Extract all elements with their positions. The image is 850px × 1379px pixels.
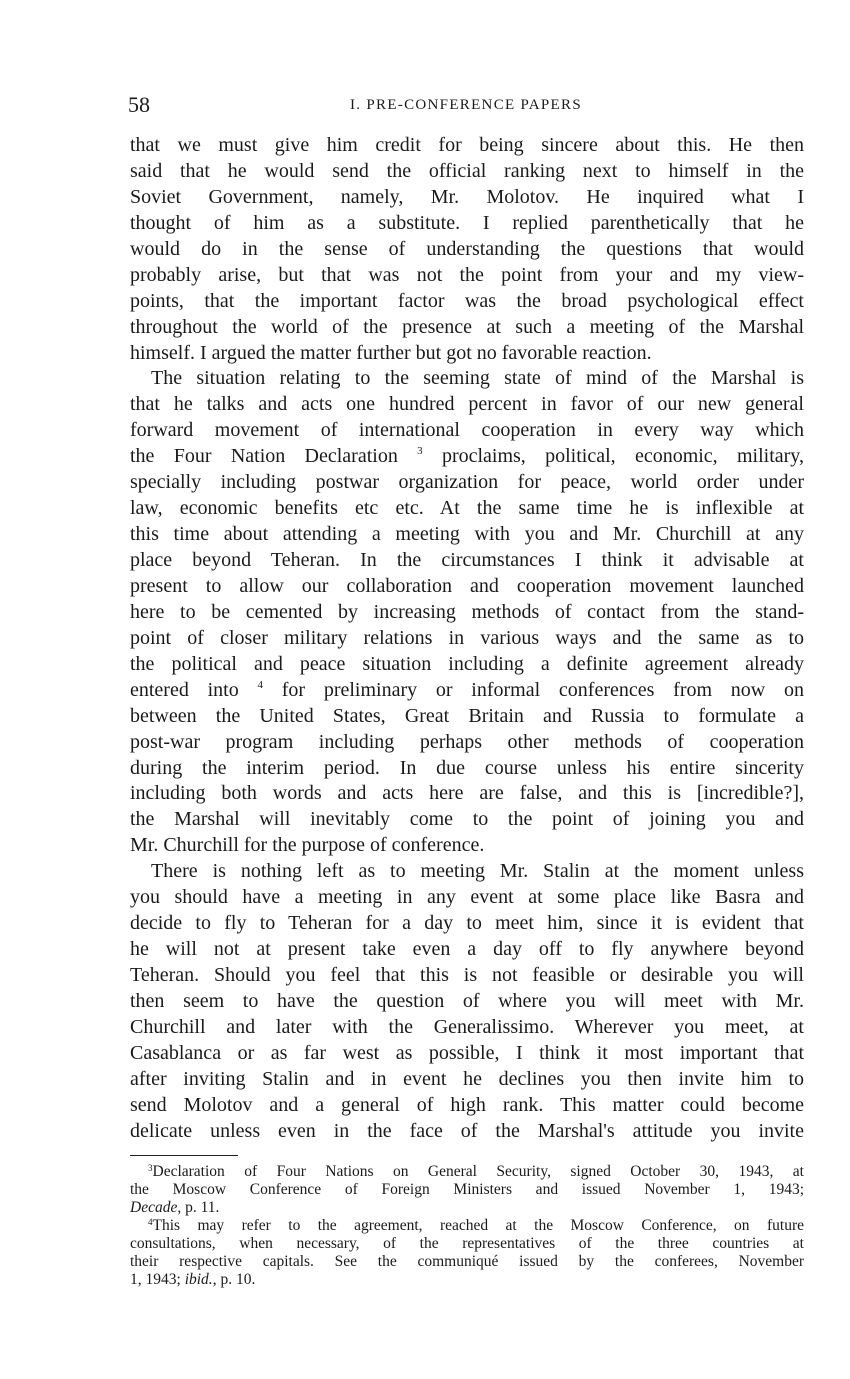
- footnote-text: , p. 11.: [177, 1199, 220, 1216]
- text-line: Teheran. Should you feel that this is not feasible or desirable you will: [130, 964, 804, 986]
- text-segment: entered into: [130, 678, 239, 701]
- footnote-4: [130, 1217, 804, 1235]
- text-line: would do in the sense of understanding the questions that would: [130, 237, 804, 260]
- text-line: send Molotov and a general of high rank. This matter could become: [130, 1093, 804, 1116]
- footnote-line: consultations, when necessary, of the representatives of the three countries at: [130, 1235, 804, 1252]
- footnote-mark: 3: [148, 1163, 153, 1173]
- footnote-line: the Moscow Conference of Foreign Ministers and issued November 1, 1943;: [130, 1181, 804, 1198]
- text-line: throughout the world of the presence at such a meeting of the Marshal: [130, 315, 804, 338]
- text-line: decide to fly to Teheran for a day to meet him, since it is evident that: [130, 912, 804, 935]
- running-head: [128, 90, 804, 120]
- text-segment: for preliminary or informal conferences from now on: [262, 678, 804, 701]
- section-title: I. PRE-CONFERENCE PAPERS: [350, 97, 582, 113]
- footnote-italic: Decade: [130, 1199, 178, 1216]
- text-line: that he talks and acts one hundred percent in favor of our new general: [130, 393, 804, 416]
- text-line: points, that the important factor was the broad psychological effect: [130, 289, 804, 312]
- text-line: Mr. Churchill for the purpose of conference.: [130, 834, 485, 857]
- text-line: himself. I argued the matter further but got no favorable reaction.: [130, 341, 652, 364]
- text-line: [130, 444, 804, 470]
- footnote-italic: ibid.: [184, 1271, 213, 1288]
- footnote-line: their respective capitals. See the communiqué issued by the conferees, November: [130, 1253, 804, 1270]
- footnote-ref-4: [239, 679, 263, 701]
- text-line: this time about attending a meeting with you and Mr. Churchill at any: [130, 523, 804, 546]
- text-line: Soviet Government, namely, Mr. Molotov. He inquired what I: [130, 185, 804, 208]
- text-line: forward movement of international cooperation in every way which: [130, 419, 804, 442]
- text-line: point of closer military relations in various ways and the same as to: [130, 626, 804, 649]
- footnote-divider: [130, 1155, 238, 1156]
- text-segment: the Four Nation Declaration: [130, 445, 398, 468]
- text-line: after inviting Stalin and in event he declines you then invite him to: [130, 1067, 804, 1090]
- footnote-text: This may refer to the agreement, reached at the Moscow Conference, on future: [152, 1217, 804, 1234]
- text-line: Churchill and later with the Generalissimo. Wherever you meet, at: [130, 1015, 804, 1038]
- text-line: delicate unless even in the face of the Marshal's attitude you invite: [130, 1119, 804, 1142]
- text-segment: proclaims, political, economic, military,: [422, 445, 805, 468]
- text-line: including both words and acts here are false, and this is [incredible?],: [130, 782, 804, 805]
- footnote-line: [130, 1271, 804, 1289]
- text-line: place beyond Teheran. In the circumstances I think it advisable at: [130, 549, 804, 571]
- footnote-ref-number: 4: [257, 678, 263, 691]
- text-line: Casablanca or as far west as possible, I think it most important that: [130, 1041, 804, 1064]
- body-text: [130, 133, 804, 1145]
- footnote-line: [130, 1199, 804, 1217]
- footnote-text: , p. 10.: [212, 1271, 256, 1288]
- text-line: that we must give him credit for being sincere about this. He then: [130, 134, 804, 156]
- text-line: There is nothing left as to meeting Mr. Stalin at the moment unless: [151, 860, 804, 883]
- text-line: the Marshal will inevitably come to the point of joining you and: [130, 808, 804, 831]
- text-line: present to allow our collaboration and cooperation movement launched: [130, 574, 804, 597]
- text-line: probably arise, but that was not the point from your and my view-: [130, 263, 804, 286]
- footnote-ref-number: 3: [417, 445, 423, 458]
- text-line: thought of him as a substitute. I replied parenthetically that he: [130, 211, 804, 234]
- text-line: law, economic benefits etc etc. At the same time he is inflexible at: [130, 497, 804, 520]
- text-line: you should have a meeting in any event at some place like Basra and: [130, 886, 804, 909]
- text-line: then seem to have the question of where you will meet with Mr.: [130, 989, 804, 1012]
- text-line: specially including postwar organization for peace, world order under: [130, 471, 804, 494]
- text-line: the political and peace situation including a definite agreement already: [130, 652, 804, 675]
- text-line: The situation relating to the seeming state of mind of the Marshal is: [151, 367, 804, 390]
- text-line: he will not at present take even a day off to fly anywhere beyond: [130, 938, 804, 961]
- footnotes: [130, 1163, 804, 1289]
- text-line: post-war program including perhaps other methods of cooperation: [130, 730, 804, 753]
- footnote-text: 1, 1943;: [130, 1271, 185, 1288]
- footnote-ref-3: [398, 445, 423, 467]
- text-line: here to be cemented by increasing methods of contact from the stand-: [130, 600, 804, 623]
- footnote-mark: 4: [148, 1217, 153, 1227]
- text-line: [130, 678, 804, 704]
- page-number: 58: [128, 92, 150, 117]
- text-line: between the United States, Great Britain and Russia to formulate a: [130, 704, 804, 727]
- text-line: during the interim period. In due course unless his entire sincerity: [130, 756, 804, 779]
- text-line: said that he would send the official ranking next to himself in the: [130, 159, 804, 182]
- footnote-3: [130, 1163, 804, 1181]
- footnote-text: Declaration of Four Nations on General Security, signed October 30, 1943, at: [152, 1163, 804, 1180]
